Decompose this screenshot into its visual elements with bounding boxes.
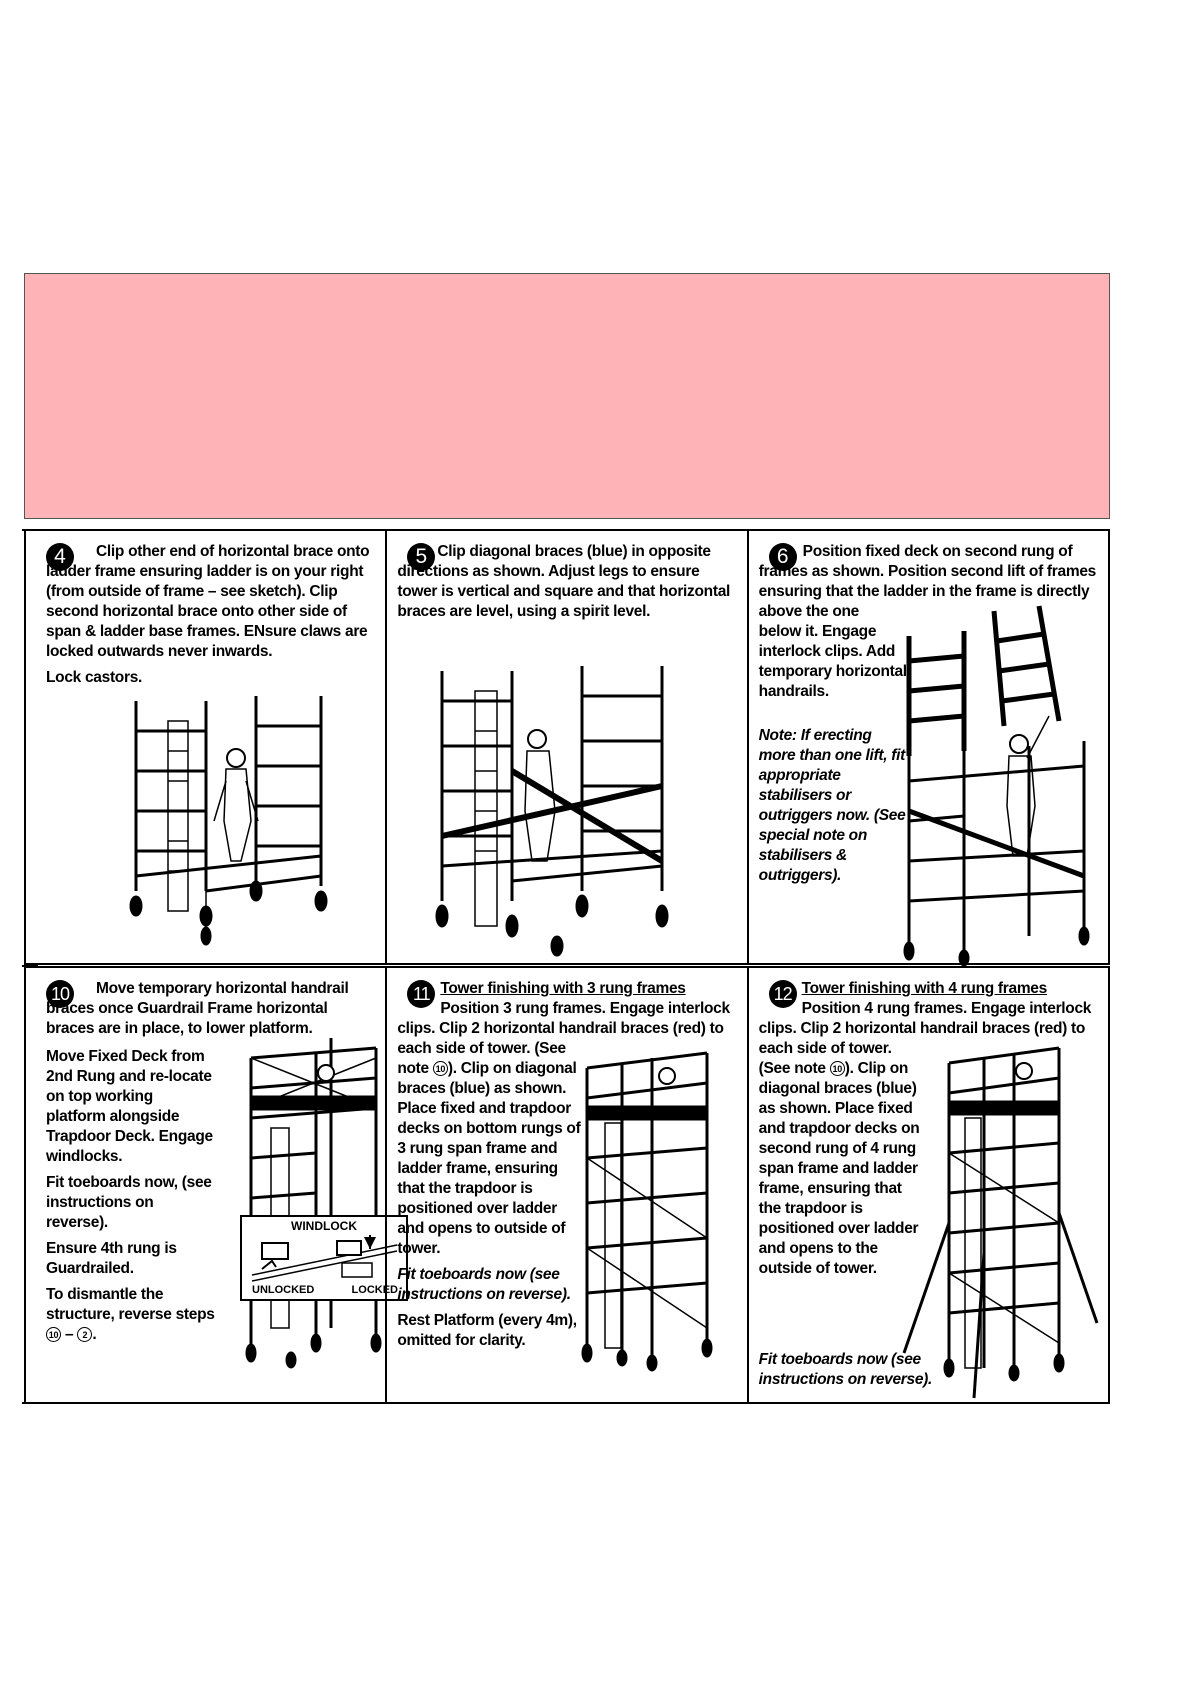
- pink-header-band: [24, 273, 1110, 519]
- step-12-heading: Tower finishing with 4 rung frames: [801, 980, 1047, 997]
- step-10-lead: [46, 979, 376, 1039]
- step-6-note: [759, 726, 909, 886]
- step-6-note-now: now.: [836, 807, 870, 824]
- step-ref-badge: 2: [77, 1327, 92, 1342]
- step-11-body: [397, 1039, 582, 1351]
- step-number-badge: 10: [46, 980, 74, 1008]
- instruction-row-2: [24, 966, 1110, 1404]
- step-10-toeboards: Fit toeboards now, (see instructions on reverse).: [46, 1174, 212, 1231]
- step-number-badge: 4: [46, 543, 74, 571]
- step-10-move-deck: Move Fixed Deck from 2nd Rung and re-locate on top working platform alongside Trapdoor Deck. Engage windlocks.: [46, 1048, 213, 1165]
- step-10-lead-text: Move temporary horizontal handrail braces once Guardrail Frame horizontal braces are in place, to lower platform.: [46, 980, 349, 1037]
- step-panel-11: [385, 966, 748, 1404]
- step-10-period: .: [92, 1326, 97, 1343]
- step-panel-4: [24, 529, 387, 965]
- step-number-badge: 12: [769, 980, 797, 1008]
- step-6-note-ref: (See special note on stabilisers & outriggers).: [758, 807, 906, 884]
- step-4-main-text: Clip other end of horizontal brace onto ladder frame ensuring ladder is on your right (from outside of frame – see sketch). Clip second horizontal brace onto other side of span & ladder base frames. ENsure claws are locked outwards: [46, 543, 370, 660]
- step-11-lead-text: Position 3 rung frames. Engage interlock clips. Clip 2 horizontal handrail braces (red) to: [397, 1000, 730, 1037]
- step-11-body-text-2: ). Clip on diagonal braces (blue) as shown. Place fixed and trapdoor decks on bottom rungs of 3 rung span frame and ladder frame, ensuring that the trapdoor is positioned over ladder and opens to outside of tower.: [397, 1060, 581, 1257]
- three-rung-tower-sketch: [577, 1028, 737, 1368]
- step-11-rest-platform: Rest Platform (every 4m), omitted for clarity.: [397, 1312, 577, 1349]
- windlock-locked-label: LOCKED: [351, 1284, 398, 1296]
- step-4-lock-castors: Lock castors.: [46, 669, 143, 686]
- step-12-toeboards: Fit toeboards now (see instructions on reverse).: [758, 1351, 933, 1388]
- step-12-body-text-2: ). Clip on diagonal braces (blue) as shown. Place fixed and trapdoor decks on second rung of 4 rung span frame and ladder frame, ensuring that the trapdoor is positioned over ladder and opens to the outside of tower.: [758, 1060, 920, 1277]
- windlock-diagram: [252, 1235, 397, 1283]
- step-panel-5: [385, 529, 748, 965]
- step-11-toeboards: Fit toeboards now (see instructions on reverse).: [397, 1266, 571, 1303]
- tower-base-sketch: [106, 691, 356, 951]
- step-6-side-text: below it. Engage interlock clips. Add temporary horizontal handrails.: [758, 623, 907, 700]
- instruction-row-1: [24, 529, 1110, 965]
- step-6-text-side: [759, 622, 909, 886]
- step-12-lead-text: Position 4 rung frames. Engage interlock clips. Clip 2 horizontal handrail braces (red) to: [758, 1000, 1092, 1037]
- step-6-note-label: Note:: [758, 727, 797, 744]
- step-panel-6: [747, 529, 1110, 965]
- step-11-heading: Tower finishing with 3 rung frames: [440, 980, 686, 997]
- step-10-dash: –: [65, 1326, 74, 1343]
- step-4-emphasis: never: [167, 643, 208, 660]
- step-4-main-text-end: inwards.: [211, 643, 273, 660]
- step-panel-10: [24, 966, 398, 1404]
- step-10-dismantle: [46, 1285, 216, 1345]
- step-10-guardrail: Ensure 4th rung is Guardrailed.: [46, 1240, 177, 1277]
- step-6-main-text: Position fixed deck on second rung of frames as shown. Position second lift of frames ensuring that the ladder in the frame is directly above the one: [758, 543, 1096, 620]
- windlock-detail-inset: [240, 1215, 408, 1301]
- step-number-badge: 11: [407, 980, 435, 1008]
- step-ref-badge: 10: [433, 1061, 448, 1076]
- step-number-badge: 5: [407, 543, 435, 571]
- four-rung-tower-sketch: [899, 1023, 1099, 1403]
- windlock-title: WINDLOCK: [291, 1219, 357, 1233]
- step-number-badge: 6: [769, 543, 797, 571]
- diagonal-brace-sketch: [417, 661, 717, 961]
- windlock-unlocked-label: UNLOCKED: [252, 1284, 315, 1296]
- guardrail-tower-sketch: [231, 1038, 391, 1368]
- step-4-text: [46, 542, 376, 688]
- step-10-dismantle-text: To dismantle the structure, reverse steps: [46, 1286, 215, 1323]
- step-ref-badge: 10: [830, 1061, 845, 1076]
- step-panel-12: [747, 966, 1110, 1404]
- step-5-text: [397, 542, 737, 622]
- step-11-body-text: each side of tower. (See note: [397, 1040, 566, 1077]
- step-ref-badge: 10: [46, 1327, 61, 1342]
- step-10-body: [46, 1047, 216, 1345]
- step-5-main-text: Clip diagonal braces (blue) in opposite directions as shown. Adjust legs to ensure tower is vertical and square and that horizontal braces are level, using a spirit level.: [397, 543, 731, 620]
- step-6-note-text: If erecting more than one lift, fit appropriate stabilisers or outriggers: [758, 727, 906, 824]
- step-12-body-text: each side of tower. (See note: [758, 1040, 892, 1077]
- second-lift-sketch: [899, 606, 1099, 966]
